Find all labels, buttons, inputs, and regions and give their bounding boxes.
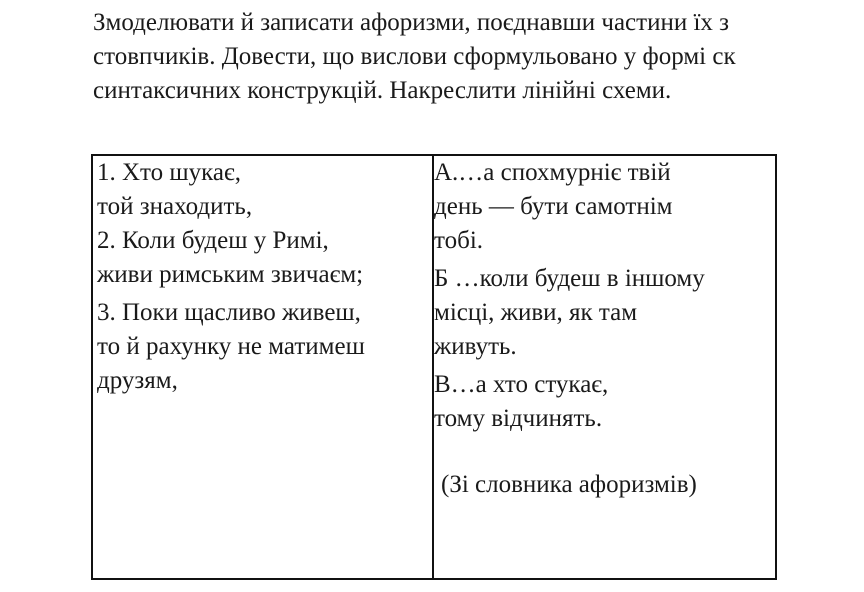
right-column xyxy=(434,156,779,502)
instruction-line-2: стовпчиків. Довести, що вислови сформульовано у формі ск xyxy=(93,43,736,70)
source-citation: (Зі словника афоризмів) xyxy=(441,471,697,498)
instruction-line-1: Змоделювати й записати афоризми, поєднавши частини їх з xyxy=(93,9,730,36)
right-item-c xyxy=(434,368,779,436)
spacer xyxy=(434,436,779,468)
left-item-2 xyxy=(97,224,431,292)
right-item-b-line-1: Б …коли будеш в іншому xyxy=(434,265,705,292)
right-item-c-line-1: В…а хто стукає, xyxy=(434,371,609,398)
left-item-3 xyxy=(97,296,431,398)
left-item-3-line-3: друзям, xyxy=(97,367,178,394)
right-item-b xyxy=(434,262,779,364)
left-item-3-line-1: 3. Поки щасливо живеш, xyxy=(97,299,361,326)
left-item-1-line-2: той знаходить, xyxy=(97,193,253,220)
left-item-2-line-1: 2. Коли будеш у Римі, xyxy=(97,227,329,254)
left-item-1 xyxy=(97,156,431,224)
right-item-a-line-3: тобі. xyxy=(434,227,484,254)
right-item-c-line-2: тому відчинять. xyxy=(434,405,603,432)
right-item-b-line-2: місці, живи, як там xyxy=(434,299,638,326)
left-column xyxy=(97,156,431,398)
right-item-b-line-3: живуть. xyxy=(434,333,517,360)
task-instructions xyxy=(93,6,864,108)
left-item-2-line-2: живи римським звичаєм; xyxy=(97,261,364,288)
instruction-line-3: синтаксичних конструкцій. Накреслити лінійні схеми. xyxy=(93,77,672,104)
right-item-a-line-1: А.…а спохмурніє твій xyxy=(434,159,671,186)
right-item-a xyxy=(434,156,779,258)
aphorism-table xyxy=(91,154,777,580)
left-item-1-line-1: 1. Хто шукає, xyxy=(97,159,241,186)
left-item-3-line-2: то й рахунку не матимеш xyxy=(97,333,365,360)
right-item-a-line-2: день — бути самотнім xyxy=(434,193,673,220)
